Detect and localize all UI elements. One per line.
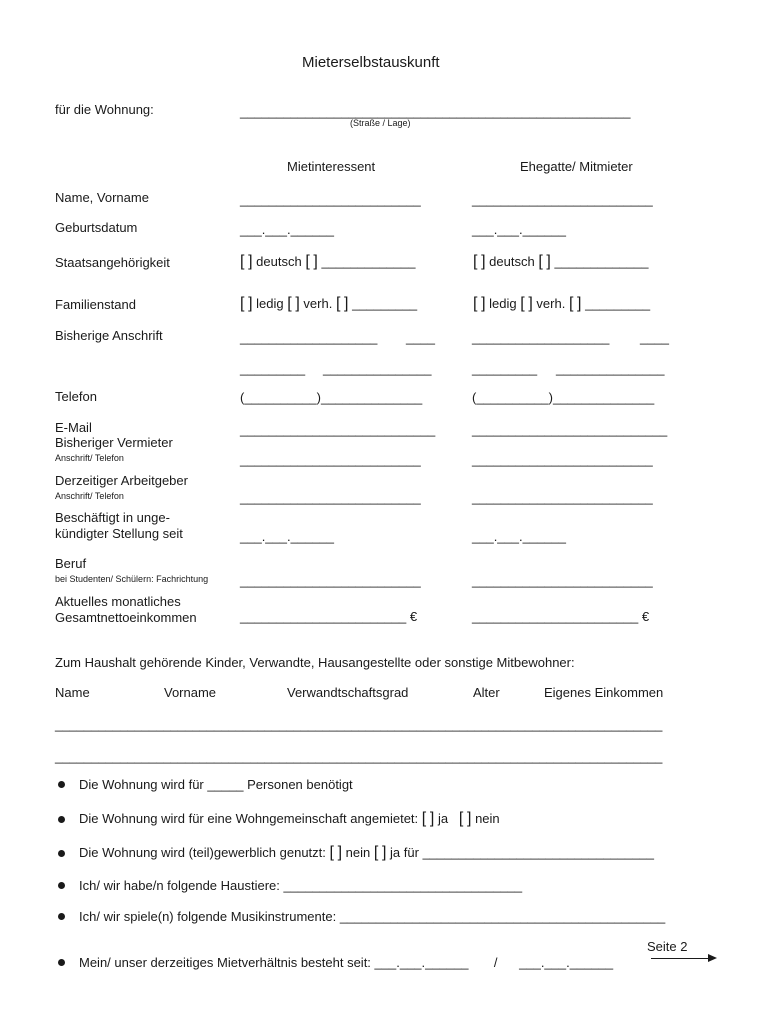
- birthdate-field-partner[interactable]: ___.___.______: [472, 222, 566, 237]
- persons-question[interactable]: Die Wohnung wird für _____ Personen benötigt: [79, 777, 353, 792]
- nationality-applicant: [240, 254, 415, 270]
- address-zip-applicant[interactable]: _________: [240, 361, 306, 376]
- commercial-question: [79, 845, 654, 861]
- income-field-partner[interactable]: _______________________ €: [472, 609, 650, 624]
- option-verh-label: verh.: [536, 296, 566, 311]
- address-label: Bisherige Anschrift: [55, 328, 163, 343]
- next-page-arrow-line: [651, 958, 709, 959]
- birthdate-label: Geburtsdatum: [55, 220, 138, 235]
- wg-ja-label: ja: [437, 811, 449, 826]
- checkbox-wg-ja[interactable]: [ ]: [421, 810, 435, 827]
- commercial-purpose-field[interactable]: ________________________________: [422, 845, 654, 860]
- household-col-age: Alter: [473, 685, 500, 700]
- commercial-question-text: Die Wohnung wird (teil)gewerblich genutzt:: [79, 845, 326, 860]
- checkbox-deutsch-applicant[interactable]: [ ]: [240, 253, 253, 270]
- job-field-applicant[interactable]: _________________________: [240, 573, 421, 588]
- option-deutsch-label: deutsch: [489, 254, 535, 269]
- income-label-line2: Gesamtnettoeinkommen: [55, 610, 197, 625]
- employer-field-partner[interactable]: _________________________: [472, 490, 653, 505]
- household-heading: Zum Haushalt gehörende Kinder, Verwandte, Hausangestellte oder sonstige Mitbewohner:: [55, 655, 575, 670]
- bullet-icon: [58, 959, 65, 966]
- wohnung-field[interactable]: ______________________________________________________: [240, 104, 631, 119]
- household-col-vorname: Vorname: [164, 685, 217, 700]
- bullet-icon: [58, 850, 65, 857]
- address-street-applicant[interactable]: ___________________: [240, 330, 378, 345]
- option-ledig-label: ledig: [489, 296, 517, 311]
- checkbox-wg-nein[interactable]: [ ]: [458, 810, 472, 827]
- wg-question: [79, 811, 500, 827]
- job-label: Beruf: [55, 556, 87, 571]
- nationality-label: Staatsangehörigkeit: [55, 255, 170, 270]
- nationality-other-field-partner[interactable]: _____________: [554, 254, 649, 269]
- tenancy-from-field[interactable]: ___.___.______: [374, 955, 469, 970]
- pets-question[interactable]: Ich/ wir habe/n folgende Haustiere: _________________________________: [79, 878, 523, 893]
- wg-nein-label: nein: [475, 811, 500, 826]
- checkbox-ledig-partner[interactable]: [ ]: [473, 295, 486, 312]
- household-col-name: Name: [55, 685, 90, 700]
- employed-field-applicant[interactable]: ___.___.______: [240, 529, 334, 544]
- bullet-icon: [58, 816, 65, 823]
- phone-label: Telefon: [55, 389, 97, 404]
- household-col-income: Eigenes Einkommen: [544, 685, 664, 700]
- household-col-relation: Verwandtschaftsgrad: [287, 685, 409, 700]
- address-street-partner[interactable]: ___________________: [472, 330, 610, 345]
- employer-label: Derzeitiger Arbeitgeber: [55, 473, 188, 488]
- column-partner: Ehegatte/ Mitmieter: [520, 159, 633, 174]
- music-question[interactable]: Ich/ wir spiele(n) folgende Musikinstrumente: _____________________________________________: [79, 909, 666, 924]
- marital-applicant: [240, 296, 417, 312]
- employed-label-line2: kündigter Stellung seit: [55, 526, 183, 541]
- employed-field-partner[interactable]: ___.___.______: [472, 529, 566, 544]
- option-deutsch-label: deutsch: [256, 254, 302, 269]
- email-label: E-Mail: [55, 420, 92, 435]
- employed-label-line1: Beschäftigt in unge-: [55, 510, 170, 525]
- marital-label: Familienstand: [55, 297, 136, 312]
- checkbox-other-applicant[interactable]: [ ]: [305, 253, 318, 270]
- checkbox-other-partner[interactable]: [ ]: [538, 253, 551, 270]
- landlord-field-partner[interactable]: _________________________: [472, 452, 653, 467]
- bullet-icon: [58, 781, 65, 788]
- marital-partner: [473, 296, 650, 312]
- household-row-2[interactable]: ____________________________________________________________________________________: [55, 749, 663, 764]
- marital-other-field-applicant[interactable]: _________: [352, 296, 418, 311]
- job-sublabel: bei Studenten/ Schülern: Fachrichtung: [55, 574, 209, 584]
- email-field-partner[interactable]: ___________________________: [472, 422, 668, 437]
- tenancy-question-text: Mein/ unser derzeitiges Mietverhältnis besteht seit:: [79, 955, 371, 970]
- address-zip-partner[interactable]: _________: [472, 361, 538, 376]
- marital-other-field-partner[interactable]: _________: [585, 296, 651, 311]
- checkbox-commercial-nein[interactable]: [ ]: [329, 844, 343, 861]
- address-city-applicant[interactable]: _______________: [323, 361, 432, 376]
- landlord-sublabel: Anschrift/ Telefon: [55, 453, 124, 463]
- income-label-line1: Aktuelles monatliches: [55, 594, 181, 609]
- name-field-applicant[interactable]: _________________________: [240, 192, 421, 207]
- income-field-applicant[interactable]: _______________________ €: [240, 609, 418, 624]
- phone-field-applicant[interactable]: (__________)______________: [240, 390, 423, 405]
- nationality-partner: [473, 254, 648, 270]
- name-label: Name, Vorname: [55, 190, 149, 205]
- wohnung-hint: (Straße / Lage): [350, 118, 411, 128]
- option-verh-label: verh.: [303, 296, 333, 311]
- email-field-applicant[interactable]: ___________________________: [240, 422, 436, 437]
- household-row-1[interactable]: ____________________________________________________________________________________: [55, 717, 663, 732]
- column-applicant: Mietinteressent: [287, 159, 376, 174]
- checkbox-verh-partner[interactable]: [ ]: [520, 295, 533, 312]
- checkbox-other-marital-applicant[interactable]: [ ]: [335, 295, 349, 312]
- address-number-applicant[interactable]: ____: [406, 330, 435, 345]
- checkbox-verh-applicant[interactable]: [ ]: [287, 295, 300, 312]
- wg-question-text: Die Wohnung wird für eine Wohngemeinschaft angemietet:: [79, 811, 419, 826]
- checkbox-deutsch-partner[interactable]: [ ]: [473, 253, 486, 270]
- page-title: Mieterselbstauskunft: [302, 54, 440, 71]
- employer-field-applicant[interactable]: _________________________: [240, 490, 421, 505]
- landlord-label: Bisheriger Vermieter: [55, 435, 173, 450]
- tenancy-to-field[interactable]: ___.___.______: [519, 955, 614, 970]
- phone-field-partner[interactable]: (__________)______________: [472, 390, 655, 405]
- birthdate-field-applicant[interactable]: ___.___.______: [240, 222, 334, 237]
- commercial-nein-label: nein: [345, 845, 371, 860]
- checkbox-ledig-applicant[interactable]: [ ]: [240, 295, 253, 312]
- address-city-partner[interactable]: _______________: [556, 361, 665, 376]
- checkbox-other-marital-partner[interactable]: [ ]: [568, 295, 582, 312]
- tenancy-slash: /: [493, 955, 498, 970]
- bullet-icon: [58, 882, 65, 889]
- next-page-label: Seite 2: [647, 939, 688, 954]
- bullet-icon: [58, 913, 65, 920]
- employer-sublabel: Anschrift/ Telefon: [55, 491, 124, 501]
- nationality-other-field-applicant[interactable]: _____________: [321, 254, 416, 269]
- commercial-ja-label: ja für: [390, 845, 419, 860]
- address-number-partner[interactable]: ____: [640, 330, 669, 345]
- tenancy-question: [79, 956, 613, 969]
- arrow-right-icon: [708, 954, 717, 962]
- option-ledig-label: ledig: [256, 296, 284, 311]
- landlord-field-applicant[interactable]: _________________________: [240, 452, 421, 467]
- name-field-partner[interactable]: _________________________: [472, 192, 653, 207]
- wohnung-label: für die Wohnung:: [55, 102, 154, 117]
- job-field-partner[interactable]: _________________________: [472, 573, 653, 588]
- checkbox-commercial-ja[interactable]: [ ]: [373, 844, 387, 861]
